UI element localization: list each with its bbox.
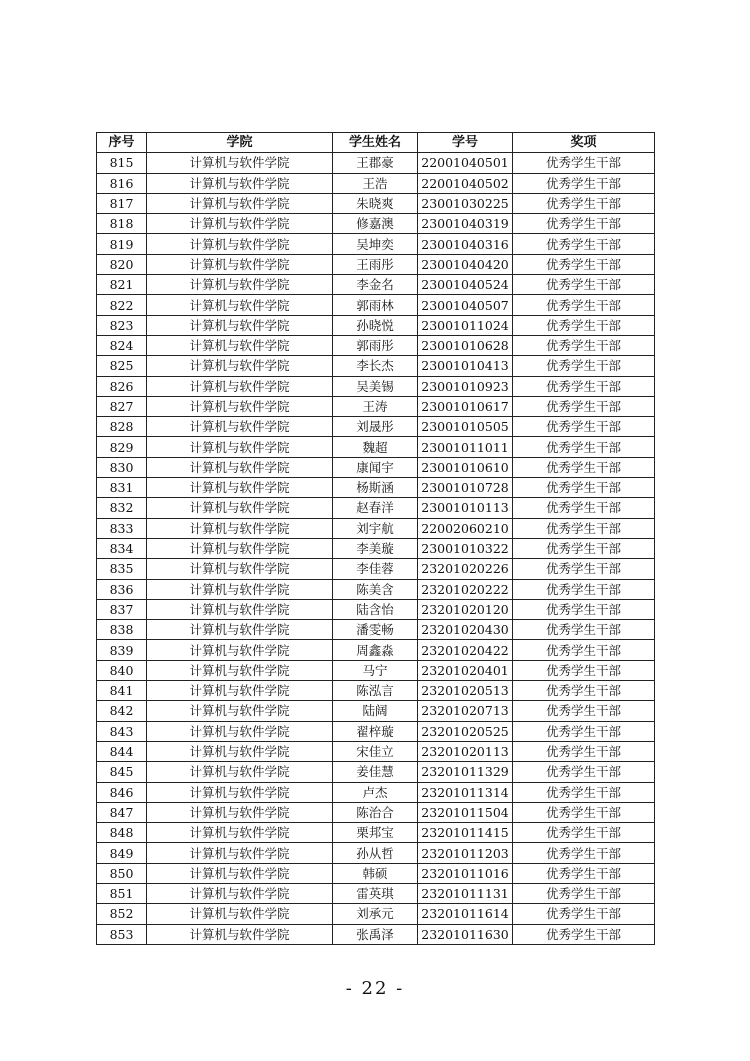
cell-serial: 825 xyxy=(97,356,147,376)
cell-award: 优秀学生干部 xyxy=(513,599,655,619)
cell-student-id: 23001040319 xyxy=(418,214,513,234)
cell-student-id: 23201011016 xyxy=(418,863,513,883)
cell-serial: 826 xyxy=(97,376,147,396)
cell-college: 计算机与软件学院 xyxy=(147,275,333,295)
cell-student-name: 刘宇航 xyxy=(333,518,418,538)
cell-serial: 848 xyxy=(97,823,147,843)
table-row xyxy=(97,640,655,660)
cell-serial: 844 xyxy=(97,741,147,761)
award-roster-table xyxy=(96,132,655,945)
cell-award: 优秀学生干部 xyxy=(513,924,655,944)
table-row xyxy=(97,802,655,822)
table-row xyxy=(97,417,655,437)
cell-student-id: 23001040420 xyxy=(418,254,513,274)
cell-serial: 837 xyxy=(97,599,147,619)
cell-award: 优秀学生干部 xyxy=(513,883,655,903)
table-row xyxy=(97,762,655,782)
cell-award: 优秀学生干部 xyxy=(513,762,655,782)
table-row xyxy=(97,193,655,213)
cell-college: 计算机与软件学院 xyxy=(147,518,333,538)
table-row xyxy=(97,214,655,234)
cell-college: 计算机与软件学院 xyxy=(147,396,333,416)
table-row xyxy=(97,254,655,274)
cell-award: 优秀学生干部 xyxy=(513,153,655,173)
cell-student-name: 姜佳慧 xyxy=(333,762,418,782)
cell-student-name: 栗邦宝 xyxy=(333,823,418,843)
cell-serial: 817 xyxy=(97,193,147,213)
cell-student-id: 23001010617 xyxy=(418,396,513,416)
cell-student-id: 23201020513 xyxy=(418,681,513,701)
cell-college: 计算机与软件学院 xyxy=(147,924,333,944)
cell-award: 优秀学生干部 xyxy=(513,660,655,680)
cell-college: 计算机与软件学院 xyxy=(147,681,333,701)
cell-college: 计算机与软件学院 xyxy=(147,214,333,234)
table-row xyxy=(97,782,655,802)
cell-serial: 819 xyxy=(97,234,147,254)
cell-award: 优秀学生干部 xyxy=(513,538,655,558)
table-row xyxy=(97,660,655,680)
cell-student-name: 王郡豪 xyxy=(333,153,418,173)
cell-serial: 816 xyxy=(97,173,147,193)
cell-college: 计算机与软件学院 xyxy=(147,478,333,498)
cell-college: 计算机与软件学院 xyxy=(147,904,333,924)
cell-college: 计算机与软件学院 xyxy=(147,863,333,883)
cell-serial: 832 xyxy=(97,498,147,518)
cell-student-id: 23001010728 xyxy=(418,478,513,498)
cell-student-id: 23001010322 xyxy=(418,538,513,558)
table-row xyxy=(97,681,655,701)
cell-student-id: 22002060210 xyxy=(418,518,513,538)
cell-college: 计算机与软件学院 xyxy=(147,254,333,274)
cell-college: 计算机与软件学院 xyxy=(147,356,333,376)
cell-serial: 830 xyxy=(97,457,147,477)
cell-serial: 823 xyxy=(97,315,147,335)
cell-college: 计算机与软件学院 xyxy=(147,883,333,903)
cell-award: 优秀学生干部 xyxy=(513,193,655,213)
cell-student-name: 张禹泽 xyxy=(333,924,418,944)
cell-serial: 820 xyxy=(97,254,147,274)
cell-award: 优秀学生干部 xyxy=(513,802,655,822)
table-row xyxy=(97,498,655,518)
cell-college: 计算机与软件学院 xyxy=(147,559,333,579)
cell-student-name: 宋佳立 xyxy=(333,741,418,761)
cell-student-id: 23201011630 xyxy=(418,924,513,944)
cell-serial: 849 xyxy=(97,843,147,863)
cell-student-id: 22001040502 xyxy=(418,173,513,193)
cell-college: 计算机与软件学院 xyxy=(147,295,333,315)
cell-award: 优秀学生干部 xyxy=(513,579,655,599)
cell-student-name: 陆含怡 xyxy=(333,599,418,619)
cell-student-name: 康闻宇 xyxy=(333,457,418,477)
cell-student-name: 李美璇 xyxy=(333,538,418,558)
cell-college: 计算机与软件学院 xyxy=(147,599,333,619)
cell-student-name: 卢杰 xyxy=(333,782,418,802)
cell-serial: 843 xyxy=(97,721,147,741)
cell-student-name: 孙晓悦 xyxy=(333,315,418,335)
table-row xyxy=(97,883,655,903)
cell-student-name: 郭雨林 xyxy=(333,295,418,315)
cell-student-id: 23001010113 xyxy=(418,498,513,518)
cell-award: 优秀学生干部 xyxy=(513,356,655,376)
cell-student-name: 刘承元 xyxy=(333,904,418,924)
cell-serial: 842 xyxy=(97,701,147,721)
cell-serial: 836 xyxy=(97,579,147,599)
cell-student-name: 杨斯涵 xyxy=(333,478,418,498)
table-row xyxy=(97,275,655,295)
cell-student-name: 李长杰 xyxy=(333,356,418,376)
cell-award: 优秀学生干部 xyxy=(513,498,655,518)
cell-student-name: 朱晓爽 xyxy=(333,193,418,213)
cell-student-name: 修嘉澳 xyxy=(333,214,418,234)
cell-serial: 840 xyxy=(97,660,147,680)
cell-award: 优秀学生干部 xyxy=(513,741,655,761)
cell-college: 计算机与软件学院 xyxy=(147,234,333,254)
cell-student-name: 周鑫淼 xyxy=(333,640,418,660)
cell-student-id: 23201020422 xyxy=(418,640,513,660)
cell-student-name: 陈治合 xyxy=(333,802,418,822)
cell-award: 优秀学生干部 xyxy=(513,396,655,416)
cell-award: 优秀学生干部 xyxy=(513,863,655,883)
cell-student-name: 赵春洋 xyxy=(333,498,418,518)
table-row xyxy=(97,559,655,579)
cell-student-id: 23201011329 xyxy=(418,762,513,782)
cell-student-id: 23001010628 xyxy=(418,335,513,355)
table-row xyxy=(97,396,655,416)
cell-student-name: 陈泓言 xyxy=(333,681,418,701)
table-row xyxy=(97,741,655,761)
cell-award: 优秀学生干部 xyxy=(513,214,655,234)
table-row xyxy=(97,599,655,619)
table-row xyxy=(97,335,655,355)
table-row xyxy=(97,376,655,396)
table-row xyxy=(97,518,655,538)
cell-student-id: 23201020525 xyxy=(418,721,513,741)
cell-serial: 821 xyxy=(97,275,147,295)
cell-award: 优秀学生干部 xyxy=(513,843,655,863)
cell-student-name: 孙从哲 xyxy=(333,843,418,863)
cell-student-name: 李佳蓉 xyxy=(333,559,418,579)
table-row xyxy=(97,173,655,193)
table-row xyxy=(97,295,655,315)
table-row xyxy=(97,701,655,721)
cell-college: 计算机与软件学院 xyxy=(147,762,333,782)
cell-college: 计算机与软件学院 xyxy=(147,437,333,457)
cell-student-name: 刘晟彤 xyxy=(333,417,418,437)
cell-serial: 834 xyxy=(97,538,147,558)
header-college: 学院 xyxy=(147,133,333,153)
cell-student-id: 23201011131 xyxy=(418,883,513,903)
table-row xyxy=(97,153,655,173)
cell-serial: 835 xyxy=(97,559,147,579)
cell-serial: 833 xyxy=(97,518,147,538)
cell-serial: 838 xyxy=(97,620,147,640)
cell-serial: 845 xyxy=(97,762,147,782)
cell-college: 计算机与软件学院 xyxy=(147,741,333,761)
cell-college: 计算机与软件学院 xyxy=(147,802,333,822)
cell-college: 计算机与软件学院 xyxy=(147,782,333,802)
cell-award: 优秀学生干部 xyxy=(513,518,655,538)
cell-award: 优秀学生干部 xyxy=(513,335,655,355)
cell-serial: 847 xyxy=(97,802,147,822)
header-award: 奖项 xyxy=(513,133,655,153)
header-serial: 序号 xyxy=(97,133,147,153)
cell-college: 计算机与软件学院 xyxy=(147,640,333,660)
cell-award: 优秀学生干部 xyxy=(513,721,655,741)
table-row xyxy=(97,579,655,599)
table-row xyxy=(97,234,655,254)
cell-college: 计算机与软件学院 xyxy=(147,376,333,396)
cell-student-id: 23001040524 xyxy=(418,275,513,295)
table-row xyxy=(97,863,655,883)
cell-student-id: 23201011504 xyxy=(418,802,513,822)
cell-college: 计算机与软件学院 xyxy=(147,457,333,477)
cell-student-name: 翟梓璇 xyxy=(333,721,418,741)
cell-student-name: 吴美锡 xyxy=(333,376,418,396)
cell-award: 优秀学生干部 xyxy=(513,681,655,701)
cell-award: 优秀学生干部 xyxy=(513,234,655,254)
cell-serial: 831 xyxy=(97,478,147,498)
cell-student-id: 23001010610 xyxy=(418,457,513,477)
cell-award: 优秀学生干部 xyxy=(513,559,655,579)
cell-student-id: 23001010923 xyxy=(418,376,513,396)
cell-college: 计算机与软件学院 xyxy=(147,315,333,335)
cell-award: 优秀学生干部 xyxy=(513,620,655,640)
cell-student-id: 23201020120 xyxy=(418,599,513,619)
cell-student-id: 22001040501 xyxy=(418,153,513,173)
page-number: - 22 - xyxy=(345,978,405,999)
cell-college: 计算机与软件学院 xyxy=(147,579,333,599)
cell-serial: 850 xyxy=(97,863,147,883)
cell-student-id: 23201020226 xyxy=(418,559,513,579)
cell-student-id: 23001010505 xyxy=(418,417,513,437)
cell-serial: 841 xyxy=(97,681,147,701)
cell-college: 计算机与软件学院 xyxy=(147,335,333,355)
cell-student-id: 23001040316 xyxy=(418,234,513,254)
cell-student-name: 雷英琪 xyxy=(333,883,418,903)
cell-award: 优秀学生干部 xyxy=(513,457,655,477)
cell-student-name: 陈美含 xyxy=(333,579,418,599)
cell-student-id: 23201020401 xyxy=(418,660,513,680)
cell-student-id: 23201011314 xyxy=(418,782,513,802)
table-header-row xyxy=(97,133,655,153)
table-row xyxy=(97,721,655,741)
cell-student-name: 吴坤奕 xyxy=(333,234,418,254)
cell-student-id: 23001030225 xyxy=(418,193,513,213)
cell-award: 优秀学生干部 xyxy=(513,823,655,843)
cell-student-name: 韩硕 xyxy=(333,863,418,883)
cell-college: 计算机与软件学院 xyxy=(147,498,333,518)
header-student-id: 学号 xyxy=(418,133,513,153)
cell-student-id: 23001010413 xyxy=(418,356,513,376)
cell-student-name: 魏超 xyxy=(333,437,418,457)
table-row xyxy=(97,315,655,335)
table-row xyxy=(97,924,655,944)
table-body xyxy=(97,153,655,945)
cell-award: 优秀学生干部 xyxy=(513,640,655,660)
cell-student-name: 郭雨彤 xyxy=(333,335,418,355)
cell-serial: 846 xyxy=(97,782,147,802)
table-row xyxy=(97,843,655,863)
cell-serial: 829 xyxy=(97,437,147,457)
cell-award: 优秀学生干部 xyxy=(513,437,655,457)
cell-serial: 824 xyxy=(97,335,147,355)
cell-student-name: 李金名 xyxy=(333,275,418,295)
cell-award: 优秀学生干部 xyxy=(513,701,655,721)
cell-student-name: 王涛 xyxy=(333,396,418,416)
cell-serial: 827 xyxy=(97,396,147,416)
cell-student-id: 23201020713 xyxy=(418,701,513,721)
cell-college: 计算机与软件学院 xyxy=(147,660,333,680)
cell-college: 计算机与软件学院 xyxy=(147,843,333,863)
table-row xyxy=(97,823,655,843)
cell-serial: 839 xyxy=(97,640,147,660)
header-student-name: 学生姓名 xyxy=(333,133,418,153)
cell-award: 优秀学生干部 xyxy=(513,295,655,315)
cell-student-name: 王浩 xyxy=(333,173,418,193)
cell-student-name: 潘雯畅 xyxy=(333,620,418,640)
cell-college: 计算机与软件学院 xyxy=(147,701,333,721)
cell-student-name: 陆阔 xyxy=(333,701,418,721)
cell-student-name: 马宁 xyxy=(333,660,418,680)
table-row xyxy=(97,620,655,640)
cell-student-id: 23001011011 xyxy=(418,437,513,457)
cell-serial: 822 xyxy=(97,295,147,315)
table-row xyxy=(97,437,655,457)
cell-student-id: 23201011415 xyxy=(418,823,513,843)
cell-student-id: 23001011024 xyxy=(418,315,513,335)
cell-college: 计算机与软件学院 xyxy=(147,173,333,193)
cell-student-id: 23201011203 xyxy=(418,843,513,863)
cell-student-id: 23201011614 xyxy=(418,904,513,924)
cell-award: 优秀学生干部 xyxy=(513,904,655,924)
cell-award: 优秀学生干部 xyxy=(513,417,655,437)
table-row xyxy=(97,356,655,376)
table-row xyxy=(97,538,655,558)
cell-award: 优秀学生干部 xyxy=(513,254,655,274)
cell-student-id: 23201020430 xyxy=(418,620,513,640)
cell-college: 计算机与软件学院 xyxy=(147,538,333,558)
cell-college: 计算机与软件学院 xyxy=(147,153,333,173)
cell-college: 计算机与软件学院 xyxy=(147,417,333,437)
cell-award: 优秀学生干部 xyxy=(513,376,655,396)
cell-student-name: 王雨彤 xyxy=(333,254,418,274)
cell-serial: 851 xyxy=(97,883,147,903)
cell-award: 优秀学生干部 xyxy=(513,315,655,335)
cell-serial: 852 xyxy=(97,904,147,924)
cell-student-id: 23201020222 xyxy=(418,579,513,599)
cell-student-id: 23201020113 xyxy=(418,741,513,761)
cell-college: 计算机与软件学院 xyxy=(147,193,333,213)
cell-award: 优秀学生干部 xyxy=(513,275,655,295)
cell-college: 计算机与软件学院 xyxy=(147,823,333,843)
cell-serial: 828 xyxy=(97,417,147,437)
cell-student-id: 23001040507 xyxy=(418,295,513,315)
cell-serial: 853 xyxy=(97,924,147,944)
cell-award: 优秀学生干部 xyxy=(513,782,655,802)
cell-college: 计算机与软件学院 xyxy=(147,620,333,640)
table-row xyxy=(97,457,655,477)
cell-serial: 818 xyxy=(97,214,147,234)
cell-award: 优秀学生干部 xyxy=(513,173,655,193)
cell-serial: 815 xyxy=(97,153,147,173)
table-row xyxy=(97,904,655,924)
cell-college: 计算机与软件学院 xyxy=(147,721,333,741)
cell-award: 优秀学生干部 xyxy=(513,478,655,498)
table-row xyxy=(97,478,655,498)
